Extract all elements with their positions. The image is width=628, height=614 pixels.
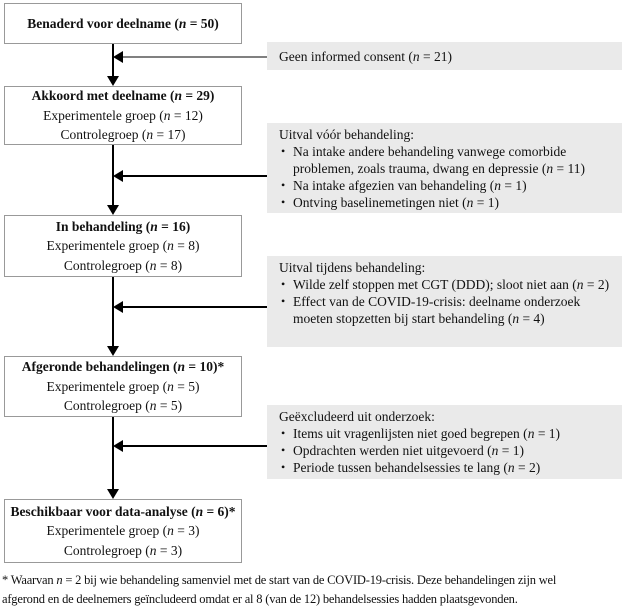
note-bullet: • Effect van de COVID-19-crisis: deelname onderzoek moeten stopzetten bij start behandeling (n = 4) xyxy=(279,293,614,327)
flow-box-title: Benaderd voor deelname (n = 50) xyxy=(27,15,219,31)
connector-line-2 xyxy=(122,175,267,177)
note-geen-informed-consent xyxy=(267,42,622,70)
arrow-down-head-4 xyxy=(107,489,119,499)
connector-arrow-head-4 xyxy=(113,440,123,452)
flow-box-line: Experimentele groep (n = 3) xyxy=(46,523,200,539)
note-title: Geen informed consent (n = 21) xyxy=(279,48,452,64)
note-bullet: • Periode tussen behandelsessies te lang (n = 2) xyxy=(279,459,614,476)
arrow-down-line-4 xyxy=(112,417,114,490)
note-uitval-voor-behandeling xyxy=(267,123,622,213)
footnote-line: * Waarvan n = 2 bij wie behandeling samenviel met de start van de COVID-19-crisis. Deze behandelingen zijn wel xyxy=(2,573,557,587)
flow-box-in-behandeling xyxy=(4,215,242,277)
note-bullet: • Items uit vragenlijsten niet goed begrepen (n = 1) xyxy=(279,425,614,442)
connector-line-4 xyxy=(122,445,267,447)
note-bullet: • Ontving baselinemetingen niet (n = 1) xyxy=(279,194,614,211)
note-bullet: • Na intake andere behandeling vanwege comorbide problemen, zoals trauma, dwang en depressie (n = 11) xyxy=(279,143,614,177)
footnote xyxy=(2,571,628,608)
flow-box-data-analyse xyxy=(4,499,242,563)
arrow-down-head-2 xyxy=(107,205,119,215)
connector-line-3 xyxy=(122,306,267,308)
flow-box-line: Controlegroep (n = 8) xyxy=(63,257,183,273)
note-uitval-tijdens-behandeling xyxy=(267,256,622,347)
connector-arrow-head-2 xyxy=(113,170,123,182)
note-title: Geëxcludeerd uit onderzoek: xyxy=(279,409,435,424)
flow-box-benaderd xyxy=(4,3,242,44)
note-bullet-list xyxy=(279,143,614,211)
flow-box-line: Experimentele groep (n = 5) xyxy=(46,378,200,394)
note-bullet: • Na intake afgezien van behandeling (n = 1) xyxy=(279,177,614,194)
flow-box-title: In behandeling (n = 16) xyxy=(55,218,191,234)
flow-box-akkoord xyxy=(4,86,242,145)
note-bullet-list xyxy=(279,276,614,327)
flow-box-title: Afgeronde behandelingen (n = 10)* xyxy=(21,359,225,375)
flow-box-title: Beschikbaar voor data-analyse (n = 6)* xyxy=(10,503,236,519)
flow-box-line: Experimentele groep (n = 8) xyxy=(46,238,200,254)
flow-box-line: Experimentele groep (n = 12) xyxy=(43,107,203,123)
flow-box-line: Controlegroep (n = 17) xyxy=(60,127,186,143)
note-geexcludeerd xyxy=(267,405,622,479)
footnote-line: afgerond en de deelnemers geïncludeerd omdat er al 8 (van de 12) behandelsessies hadden plaatsgevonden. xyxy=(2,591,518,606)
note-title: Uitval tijdens behandeling: xyxy=(279,260,426,275)
flow-box-title: Akkoord met deelname (n = 29) xyxy=(31,88,215,104)
note-bullet-list xyxy=(279,425,614,476)
connector-arrow-head-1 xyxy=(113,51,123,63)
connector-arrow-head-3 xyxy=(113,301,123,313)
flow-box-afgerond xyxy=(4,356,242,417)
note-bullet: • Wilde zelf stoppen met CGT (DDD); sloot niet aan (n = 2) xyxy=(279,276,614,293)
arrow-down-head-3 xyxy=(107,346,119,356)
connector-line-1 xyxy=(122,56,267,58)
note-title: Uitval vóór behandeling: xyxy=(279,127,414,142)
note-bullet: • Opdrachten werden niet uitgevoerd (n = 1) xyxy=(279,442,614,459)
flow-box-line: Controlegroep (n = 3) xyxy=(63,542,183,558)
flow-box-line: Controlegroep (n = 5) xyxy=(63,398,183,414)
arrow-down-head-1 xyxy=(107,76,119,86)
